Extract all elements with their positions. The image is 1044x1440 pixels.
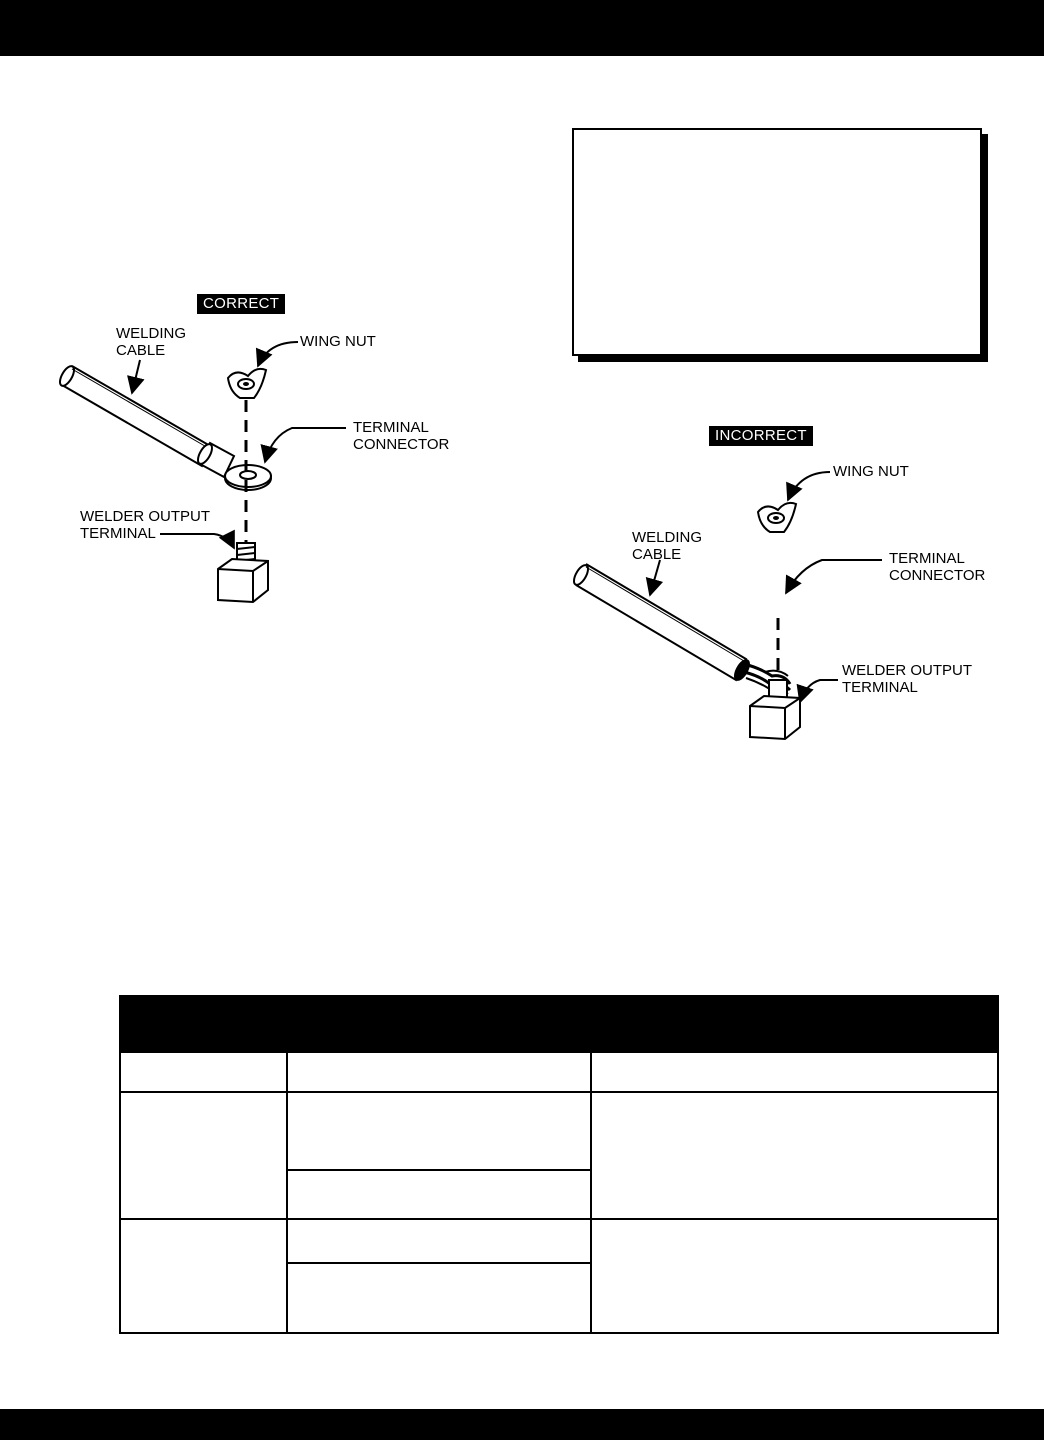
correct-wing-nut-label: WING NUT [300, 333, 376, 350]
table-cell [591, 1052, 998, 1092]
incorrect-cable-arrow [650, 560, 660, 595]
incorrect-wing-nut-arrow [788, 472, 830, 500]
table-cell [287, 1263, 591, 1333]
table-row [120, 1052, 998, 1092]
correct-tag: CORRECT [197, 294, 285, 314]
correct-output-terminal-line1: WELDER OUTPUT [80, 508, 211, 525]
incorrect-wing-nut [758, 503, 796, 532]
table-row [120, 1219, 998, 1263]
incorrect-wing-nut-label: WING NUT [833, 463, 909, 480]
correct-welding-cable-line2: CABLE [116, 342, 166, 359]
incorrect-terminal-connector-line1: TERMINAL [889, 550, 965, 567]
table-cell [287, 1052, 591, 1092]
table-cell [287, 1219, 591, 1263]
footer-bar [0, 1409, 1044, 1440]
incorrect-tag: INCORRECT [709, 426, 813, 446]
spec-table [119, 995, 999, 1334]
table-cell [287, 1092, 591, 1170]
correct-output-terminal-line2: TERMINAL [80, 525, 156, 542]
table-cell [287, 1170, 591, 1219]
incorrect-output-arrow [800, 680, 838, 702]
incorrect-welding-cable-line1: WELDING [632, 529, 703, 546]
incorrect-terminal-arrow [786, 560, 882, 593]
incorrect-welding-cable [571, 563, 752, 682]
incorrect-welder-output-terminal [750, 680, 800, 739]
table-cell [120, 1052, 287, 1092]
table-header-cell [120, 996, 998, 1052]
correct-welding-cable-line1: WELDING [116, 325, 187, 342]
incorrect-terminal-connector-line2: CONNECTOR [889, 567, 986, 584]
table-cell [120, 1092, 287, 1219]
table-cell [591, 1219, 998, 1333]
table-header-row [120, 996, 998, 1052]
correct-terminal-connector-line1: TERMINAL [353, 419, 429, 436]
table-cell [591, 1092, 998, 1219]
incorrect-output-terminal-line2: TERMINAL [842, 679, 918, 696]
correct-terminal-connector-line2: CONNECTOR [353, 436, 450, 453]
table-row [120, 1092, 998, 1170]
incorrect-output-terminal-line1: WELDER OUTPUT [842, 662, 973, 679]
table-cell [120, 1219, 287, 1333]
incorrect-welding-cable-line2: CABLE [632, 546, 682, 563]
